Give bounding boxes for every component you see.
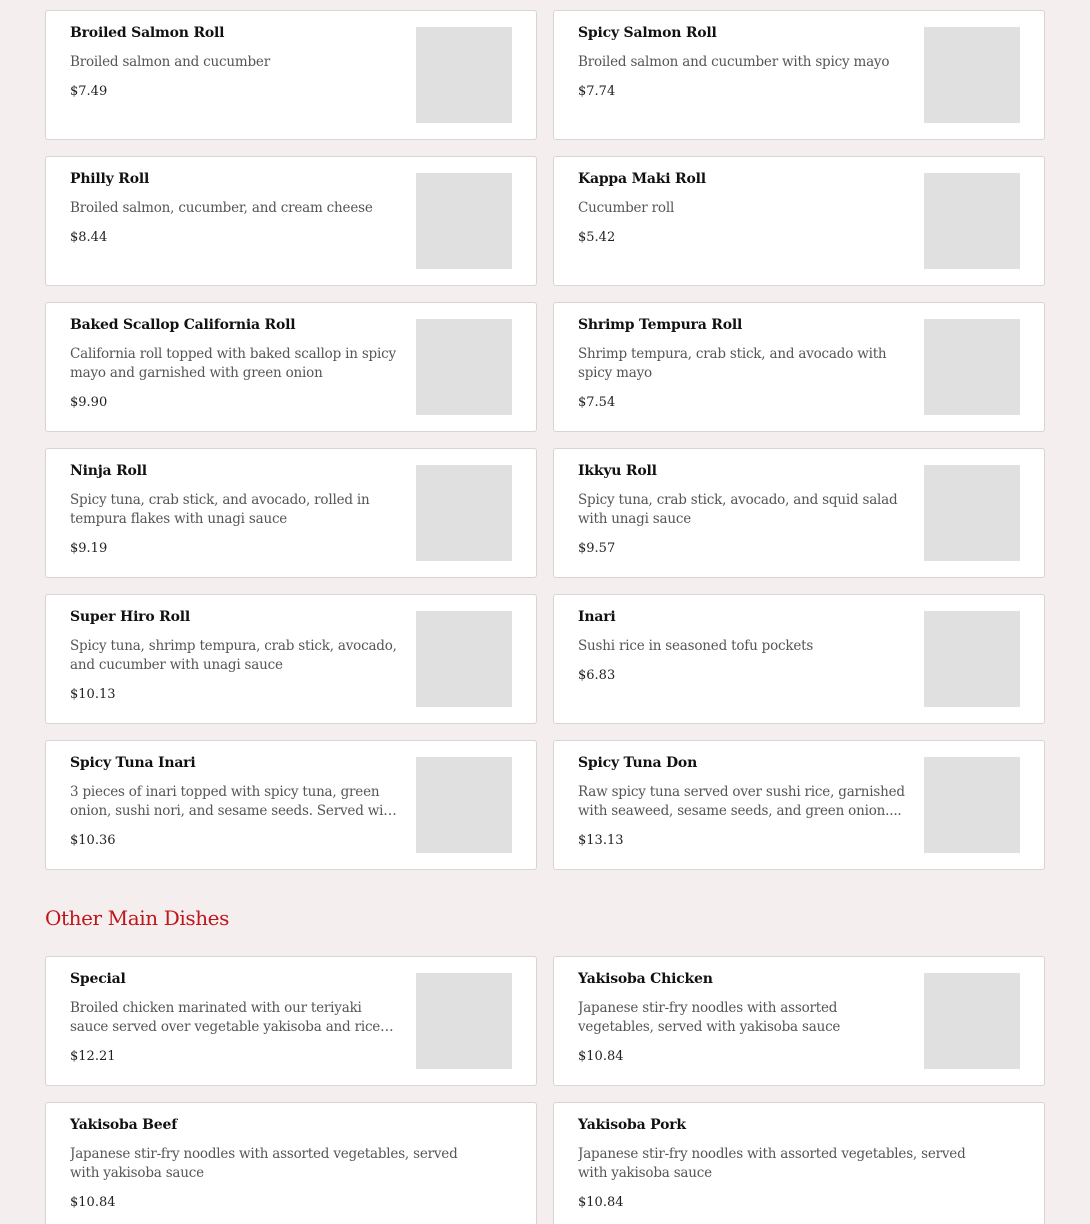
menu-item-image — [924, 973, 1020, 1069]
menu-item-card[interactable] — [553, 1102, 1045, 1224]
menu-item-card[interactable] — [45, 1102, 537, 1224]
menu-item-description: Spicy tuna, shrimp tempura, crab stick, avocado, and cucumber with unagi sauce — [70, 638, 397, 673]
menu-item-name: Kappa Maki Roll — [578, 171, 706, 187]
menu-item-description: 3 pieces of inari topped with spicy tuna, green onion, sushi nori, and sesame seeds. Served with — [70, 784, 397, 819]
menu-item-body — [578, 23, 908, 101]
menu-item-price: $7.54 — [578, 395, 616, 410]
menu-item-price: $10.84 — [578, 1195, 624, 1210]
menu-item-price: $9.19 — [70, 541, 108, 556]
menu-item-card[interactable] — [553, 302, 1045, 432]
menu-item-description: Japanese stir-fry noodles with assorted vegetables, served with yakisoba sauce — [578, 1146, 966, 1181]
menu-item-card[interactable] — [553, 448, 1045, 578]
menu-item-price: $10.13 — [70, 687, 116, 702]
menu-item-image — [416, 973, 512, 1069]
menu-item-body — [70, 969, 400, 1066]
menu-item-description: Broiled salmon and cucumber with spicy mayo — [578, 54, 890, 70]
menu-item-price: $8.44 — [70, 230, 108, 245]
menu-item-name: Yakisoba Pork — [578, 1117, 686, 1133]
menu-item-description: Spicy tuna, crab stick, and avocado, rolled in tempura flakes with unagi sauce — [70, 492, 370, 527]
menu-item-card[interactable] — [45, 956, 537, 1086]
menu-item-image — [416, 611, 512, 707]
menu-item-body — [578, 969, 908, 1066]
menu-item-price: $10.84 — [578, 1049, 624, 1064]
menu-item-name: Shrimp Tempura Roll — [578, 317, 743, 333]
menu-item-price: $10.84 — [70, 1195, 116, 1210]
menu-grid-other-main-dishes — [45, 956, 1045, 1224]
menu-item-body — [578, 753, 908, 850]
menu-item-name: Spicy Salmon Roll — [578, 25, 717, 41]
section-title: Other Main Dishes — [45, 906, 229, 930]
menu-item-name: Yakisoba Beef — [70, 1117, 178, 1133]
menu-grid-sushi — [45, 10, 1045, 870]
menu-item-body — [70, 169, 400, 247]
menu-item-price: $5.42 — [578, 230, 616, 245]
menu-item-price: $7.74 — [578, 84, 616, 99]
menu-item-image — [924, 27, 1020, 123]
menu-item-price: $7.49 — [70, 84, 108, 99]
menu-item-price: $12.21 — [70, 1049, 116, 1064]
menu-item-description: Cucumber roll — [578, 200, 675, 216]
menu-item-body — [70, 1115, 490, 1212]
menu-item-body — [70, 23, 400, 101]
menu-item-card[interactable] — [45, 10, 537, 140]
menu-item-description: Japanese stir-fry noodles with assorted vegetables, served with yakisoba sauce — [578, 1000, 841, 1035]
menu-item-name: Yakisoba Chicken — [578, 971, 713, 987]
menu-item-card[interactable] — [553, 956, 1045, 1086]
menu-item-name: Baked Scallop California Roll — [70, 317, 296, 333]
menu-item-card[interactable] — [553, 594, 1045, 724]
menu-item-image — [924, 611, 1020, 707]
menu-item-price: $13.13 — [578, 833, 624, 848]
menu-item-image — [924, 319, 1020, 415]
menu-item-description: Broiled chicken marinated with our teriyaki sauce served over vegetable yakisoba and rice — [70, 1000, 381, 1035]
menu-item-card[interactable] — [553, 156, 1045, 286]
menu-item-description: Sushi rice in seasoned tofu pockets — [578, 638, 814, 654]
menu-item-body — [70, 753, 400, 850]
menu-item-body — [70, 461, 400, 558]
menu-item-card[interactable] — [553, 740, 1045, 870]
menu-item-description: Raw spicy tuna served over sushi rice, garnished with seaweed, sesame seeds, and green onion.... — [578, 784, 905, 819]
menu-item-body — [70, 315, 400, 412]
menu-item-image — [924, 173, 1020, 269]
menu-item-name: Philly Roll — [70, 171, 150, 187]
menu-item-card[interactable] — [45, 156, 537, 286]
menu-item-price: $6.83 — [578, 668, 616, 683]
menu-item-card[interactable] — [45, 302, 537, 432]
menu-item-name: Broiled Salmon Roll — [70, 25, 225, 41]
menu-item-description: Japanese stir-fry noodles with assorted vegetables, served with yakisoba sauce — [70, 1146, 458, 1181]
menu-item-description: Spicy tuna, crab stick, avocado, and squid salad with unagi sauce — [578, 492, 898, 527]
menu-item-body — [578, 461, 908, 558]
menu-item-name: Ninja Roll — [70, 463, 147, 479]
menu-item-description: California roll topped with baked scallop in spicy mayo and garnished with green onion — [70, 346, 396, 381]
menu-item-description: Broiled salmon, cucumber, and cream cheese — [70, 200, 373, 216]
menu-item-image — [416, 27, 512, 123]
menu-item-image — [924, 757, 1020, 853]
menu-item-card[interactable] — [45, 594, 537, 724]
menu-item-card[interactable] — [45, 740, 537, 870]
menu-item-image — [416, 465, 512, 561]
menu-item-description: Shrimp tempura, crab stick, and avocado with spicy mayo — [578, 346, 887, 381]
menu-item-name: Inari — [578, 609, 616, 625]
menu-item-image — [924, 465, 1020, 561]
menu-item-image — [416, 757, 512, 853]
menu-item-name: Spicy Tuna Inari — [70, 755, 196, 771]
menu-item-name: Special — [70, 971, 126, 987]
menu-item-image — [416, 319, 512, 415]
menu-item-card[interactable] — [45, 448, 537, 578]
menu-item-description: Broiled salmon and cucumber — [70, 54, 270, 70]
menu-item-name: Super Hiro Roll — [70, 609, 190, 625]
menu-item-price: $9.57 — [578, 541, 616, 556]
menu-item-body — [578, 607, 908, 685]
menu-item-name: Ikkyu Roll — [578, 463, 657, 479]
menu-item-body — [578, 315, 908, 412]
menu-item-body — [578, 169, 908, 247]
menu-item-card[interactable] — [553, 10, 1045, 140]
menu-item-price: $9.90 — [70, 395, 108, 410]
menu-item-body — [578, 1115, 998, 1212]
menu-item-name: Spicy Tuna Don — [578, 755, 698, 771]
menu-item-image — [416, 173, 512, 269]
menu-item-price: $10.36 — [70, 833, 116, 848]
menu-item-body — [70, 607, 400, 704]
